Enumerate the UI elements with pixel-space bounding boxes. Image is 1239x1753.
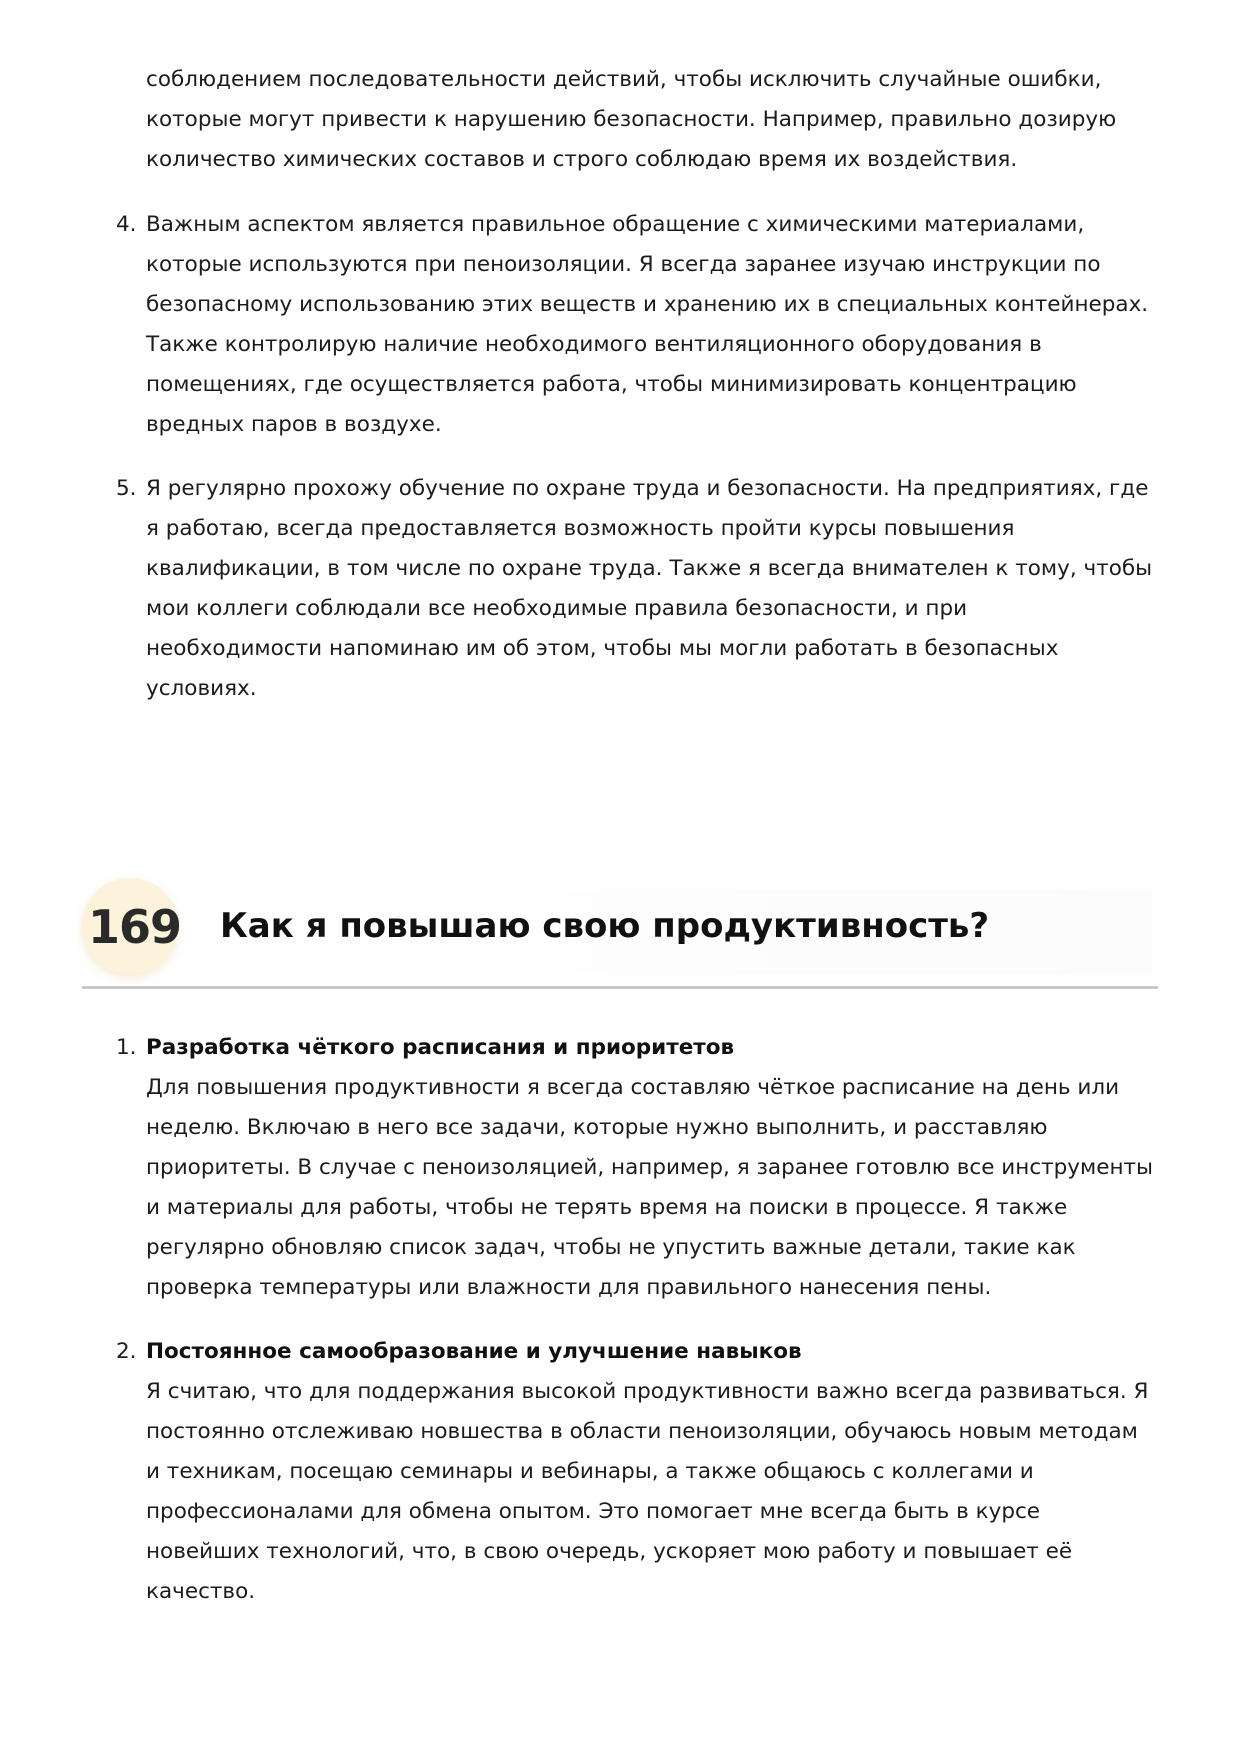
text-line: регулярно обновляю список задач, чтобы не упустить важные детали, такие как: [146, 1235, 1076, 1260]
list-item-heading: Постоянное самообразование и улучшение навыков: [146, 1339, 802, 1364]
list-number: 5.: [116, 476, 137, 501]
text-line: качество.: [146, 1579, 256, 1604]
list-item-body: [146, 1028, 1166, 1308]
section-divider: [82, 986, 1158, 989]
section-number: 169: [88, 900, 182, 954]
text-line: неделю. Включаю в него все задачи, которые нужно выполнить, и расставляю: [146, 1115, 1048, 1140]
list-number: 2.: [116, 1339, 137, 1364]
text-line: новейших технологий, что, в свою очередь, ускоряет мою работу и повышает её: [146, 1539, 1073, 1564]
text-line: Я считаю, что для поддержания высокой продуктивности важно всегда развиваться. Я: [146, 1379, 1149, 1404]
list-item-body: [146, 205, 1166, 445]
list-number: 1.: [116, 1035, 137, 1060]
text-line: которые могут привести к нарушению безопасности. Например, правильно дозирую: [146, 107, 1117, 132]
list-item: [116, 205, 1166, 445]
text-line: безопасному использованию этих веществ и хранению их в специальных контейнерах.: [146, 292, 1149, 317]
text-line: и техникам, посещаю семинары и вебинары, а также общаюсь с коллегами и: [146, 1459, 1034, 1484]
list-item: [116, 469, 1166, 709]
section-header: [82, 878, 1158, 992]
section-title: Как я повышаю свою продуктивность?: [220, 906, 990, 946]
text-line: Я регулярно прохожу обучение по охране труда и безопасности. На предприятиях, где: [146, 476, 1149, 501]
text-line: я работаю, всегда предоставляется возможность пройти курсы повышения: [146, 516, 1015, 541]
text-line: проверка температуры или влажности для правильного нанесения пены.: [146, 1275, 992, 1300]
list-item: [116, 1332, 1166, 1612]
list-item-body: [146, 1332, 1166, 1612]
text-line: квалификации, в том числе по охране труда. Также я всегда внимателен к тому, чтобы: [146, 556, 1153, 581]
text-line: Для повышения продуктивности я всегда составляю чёткое расписание на день или: [146, 1075, 1120, 1100]
list-item: [116, 1028, 1166, 1308]
text-line: количество химических составов и строго соблюдаю время их воздействия.: [146, 147, 1018, 172]
text-line: вредных паров в воздухе.: [146, 412, 442, 437]
text-line: которые используются при пеноизоляции. Я всегда заранее изучаю инструкции по: [146, 252, 1101, 277]
continuation-paragraph: [146, 60, 1156, 180]
list-number: 4.: [116, 212, 137, 237]
text-line: и материалы для работы, чтобы не терять время на поиски в процессе. Я также: [146, 1195, 1068, 1220]
text-line: необходимости напоминаю им об этом, чтобы мы могли работать в безопасных: [146, 636, 1059, 661]
text-line: помещениях, где осуществляется работа, чтобы минимизировать концентрацию: [146, 372, 1077, 397]
text-line: Также контролирую наличие необходимого вентиляционного оборудования в: [146, 332, 1042, 357]
text-line: мои коллеги соблюдали все необходимые правила безопасности, и при: [146, 596, 968, 621]
text-line: постоянно отслеживаю новшества в области пеноизоляции, обучаюсь новым методам: [146, 1419, 1138, 1444]
text-line: условиях.: [146, 676, 257, 701]
list-item-body: [146, 469, 1166, 709]
text-line: соблюдением последовательности действий, чтобы исключить случайные ошибки,: [146, 67, 1102, 92]
text-line: Важным аспектом является правильное обращение с химическими материалами,: [146, 212, 1085, 237]
text-line: приоритеты. В случае с пеноизоляцией, например, я заранее готовлю все инструменты: [146, 1155, 1154, 1180]
text-line: профессионалами для обмена опытом. Это помогает мне всегда быть в курсе: [146, 1499, 1041, 1524]
list-item-heading: Разработка чёткого расписания и приоритетов: [146, 1035, 735, 1060]
